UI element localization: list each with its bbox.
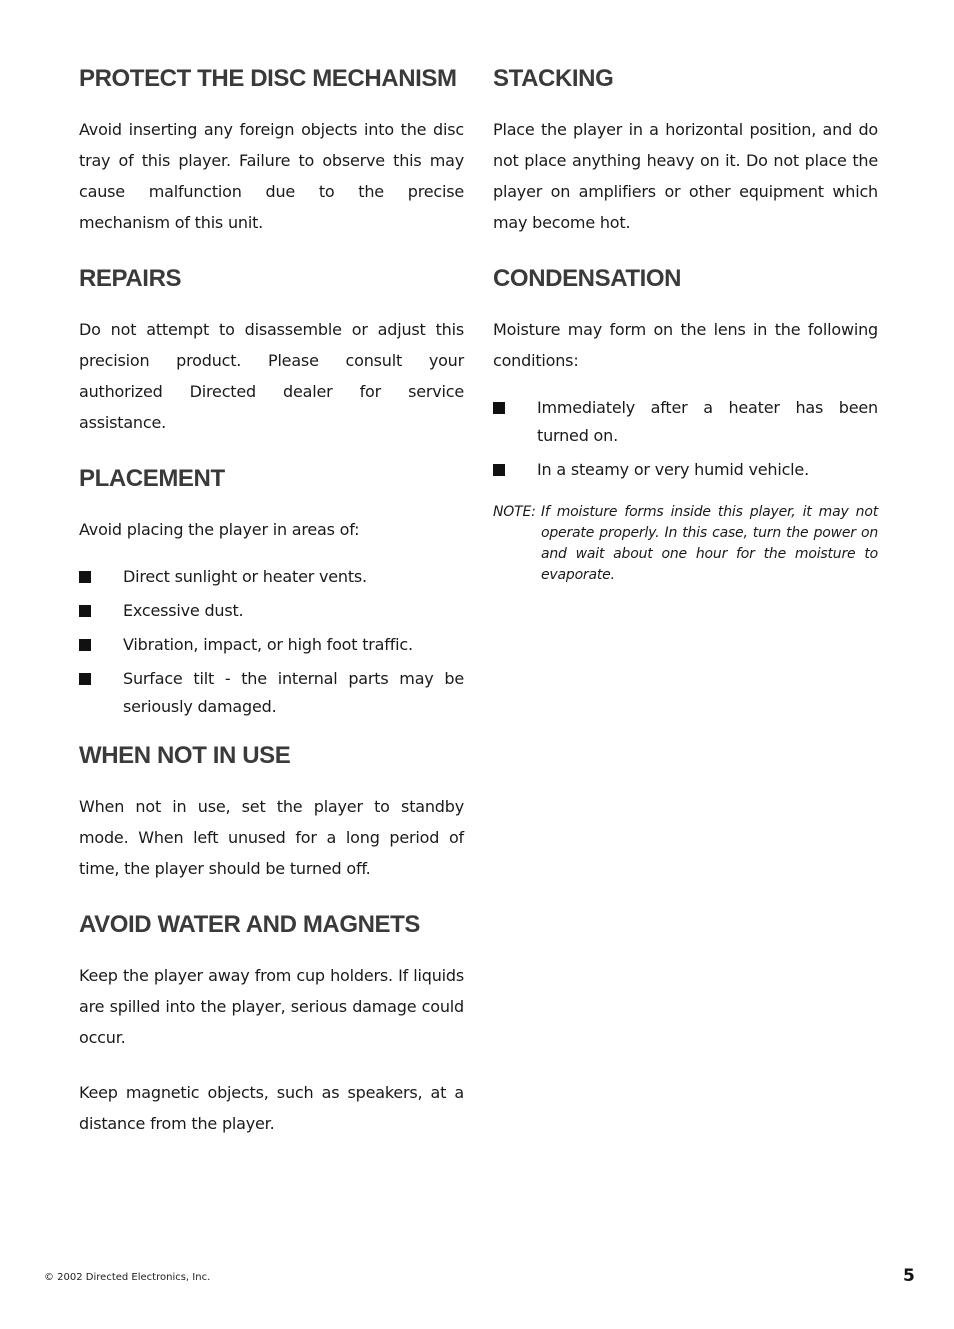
section-when-not-in-use: [79, 739, 464, 884]
heading-avoid-water-magnets: AVOID WATER AND MAGNETS: [79, 911, 421, 938]
page-number: 5: [903, 1266, 915, 1286]
square-bullet-icon: [79, 571, 91, 583]
square-bullet-icon: [79, 605, 91, 617]
condensation-note: [493, 502, 878, 586]
heading-stacking: STACKING: [493, 65, 614, 92]
text-avoid-water: Keep the player away from cup holders. If liquids are spilled into the player, serious damage could occur.: [79, 966, 464, 1047]
heading-repairs: REPAIRS: [79, 265, 182, 292]
text-stacking: Place the player in a horizontal position, and do not place anything heavy on it. Do not place the player on amplifiers or other equipment which may become hot.: [493, 120, 878, 232]
section-repairs: [79, 262, 464, 438]
section-protect-disc-mechanism: [79, 62, 464, 238]
text-repairs: Do not attempt to disassemble or adjust this precision product. Please consult your authorized Directed dealer for service assistance.: [79, 320, 464, 432]
left-column: [79, 62, 464, 1163]
square-bullet-icon: [493, 464, 505, 476]
condensation-list: [493, 394, 878, 484]
placement-list: [79, 563, 464, 721]
text-condensation-intro: Moisture may form on the lens in the following conditions:: [493, 320, 878, 370]
square-bullet-icon: [79, 639, 91, 651]
heading-condensation: CONDENSATION: [493, 265, 682, 292]
section-stacking: [493, 62, 878, 238]
note-label: NOTE:: [493, 504, 536, 520]
list-item: Immediately after a heater has been turned on.: [493, 394, 878, 450]
text-avoid-magnets: Keep magnetic objects, such as speakers, at a distance from the player.: [79, 1083, 464, 1133]
list-item: Vibration, impact, or high foot traffic.: [79, 631, 464, 659]
footer-copyright: © 2002 Directed Electronics, Inc.: [44, 1272, 211, 1283]
note-text: If moisture forms inside this player, it may not operate properly. In this case, turn the power on and wait about one hour for the moisture to evaporate.: [541, 504, 878, 583]
heading-protect-disc-mechanism: PROTECT THE DISC MECHANISM: [79, 65, 457, 92]
section-placement: [79, 462, 464, 721]
square-bullet-icon: [493, 402, 505, 414]
list-item: Excessive dust.: [79, 597, 464, 625]
list-item: In a steamy or very humid vehicle.: [493, 456, 878, 484]
heading-when-not-in-use: WHEN NOT IN USE: [79, 742, 291, 769]
section-avoid-water-magnets: [79, 908, 464, 1139]
square-bullet-icon: [79, 673, 91, 685]
section-condensation: [493, 262, 878, 586]
text-placement-intro: Avoid placing the player in areas of:: [79, 520, 360, 539]
list-item: Surface tilt - the internal parts may be seriously damaged.: [79, 665, 464, 721]
right-column: [493, 62, 878, 586]
list-item: Direct sunlight or heater vents.: [79, 563, 464, 591]
text-when-not-in-use: When not in use, set the player to standby mode. When left unused for a long period of time, the player should be turned off.: [79, 797, 464, 878]
heading-placement: PLACEMENT: [79, 465, 225, 492]
text-protect-disc-mechanism: Avoid inserting any foreign objects into the disc tray of this player. Failure to observe this may cause malfunction due to the precise mechanism of this unit.: [79, 120, 464, 232]
